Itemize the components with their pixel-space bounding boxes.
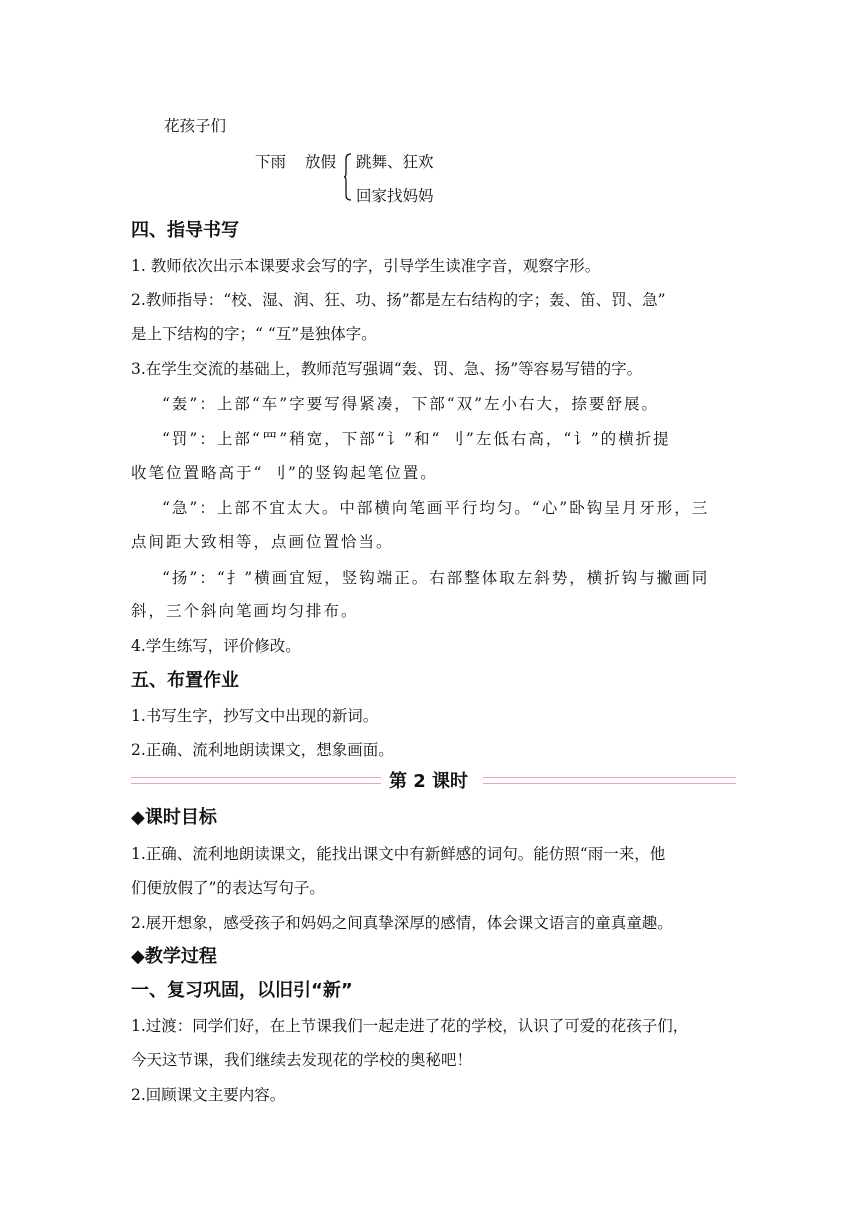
process-p1-line1: 1.过渡：同学们好，在上节课我们一起走进了花的学校，认识了可爱的花孩子们， bbox=[131, 1017, 689, 1035]
diagram-left-holiday: 放假 bbox=[305, 153, 337, 171]
section-5-p2: 2.正确、流利地朗读课文，想象画面。 bbox=[131, 741, 394, 759]
diagram-root: 花孩子们 bbox=[164, 117, 227, 135]
goals-p2: 2.展开想象，感受孩子和妈妈之间真挚深厚的感情，体会课文语言的童真童趣。 bbox=[131, 914, 673, 932]
char-ji-note-line1: “急”：上部不宜太大。中部横向笔画平行均匀。“心”卧钩呈月牙形，三 bbox=[162, 499, 710, 517]
goals-title: ◆课时目标 bbox=[131, 807, 217, 828]
brace-icon bbox=[344, 153, 352, 201]
char-yang-note-line1: “扬”：“扌”横画宜短，竖钩端正。右部整体取左斜势，横折钩与撇画同 bbox=[162, 569, 710, 587]
section-5-title: 五、布置作业 bbox=[131, 670, 239, 691]
section-5-p1: 1.书写生字，抄写文中出现的新词。 bbox=[131, 707, 379, 725]
process-p2: 2.回顾课文主要内容。 bbox=[131, 1086, 286, 1104]
section-4-title: 四、指导书写 bbox=[131, 220, 239, 241]
lesson-divider-label: 第 2 课时 bbox=[389, 771, 469, 792]
diagram-branch-home: 回家找妈妈 bbox=[356, 187, 434, 205]
diagram-left-rain: 下雨 bbox=[255, 153, 287, 171]
section-4-p2-line1: 2.教师指导：“校、湿、润、狂、功、扬”都是左右结构的字；轰、笛、罚、急” bbox=[131, 291, 666, 309]
char-hong-note: “轰”：上部“车”字要写得紧凑，下部“双”左小右大，捺要舒展。 bbox=[162, 395, 660, 413]
section-4-p3: 3.在学生交流的基础上，教师范写强调“轰、罚、急、扬”等容易写错的字。 bbox=[131, 360, 643, 378]
process-sub1: 一、复习巩固，以旧引“新” bbox=[131, 980, 353, 1001]
section-4-p2-line2: 是上下结构的字；“ “互”是独体字。 bbox=[131, 325, 377, 343]
section-4-p1: 1. 教师依次出示本课要求会写的字，引导学生读准字音，观察字形。 bbox=[131, 257, 601, 275]
lesson-divider-right bbox=[483, 770, 736, 792]
char-yang-note-line2: 斜，三个斜向笔画均匀排布。 bbox=[131, 602, 359, 620]
process-title: ◆教学过程 bbox=[131, 946, 217, 967]
lesson-divider-left bbox=[131, 770, 381, 792]
section-4-p4: 4.学生练写，评价修改。 bbox=[131, 637, 301, 655]
char-fa-note-line1: “罚”：上部“罒”稍宽，下部“讠”和“ 刂”左低右高，“讠”的横折提 bbox=[162, 430, 671, 448]
char-ji-note-line2: 点间距大致相等，点画位置恰当。 bbox=[131, 533, 394, 551]
process-p1-line2: 今天这节课，我们继续去发现花的学校的奥秘吧！ bbox=[131, 1051, 473, 1069]
goals-p1-line1: 1.正确、流利地朗读课文，能找出课文中有新鲜感的词句。能仿照“雨一来，他 bbox=[131, 845, 666, 863]
char-fa-note-line2: 收笔位置略高于“ 刂”的竖钩起笔位置。 bbox=[131, 464, 438, 482]
diagram-branch-dance: 跳舞、狂欢 bbox=[356, 153, 434, 171]
goals-p1-line2: 们便放假了”的表达写句子。 bbox=[131, 879, 325, 897]
